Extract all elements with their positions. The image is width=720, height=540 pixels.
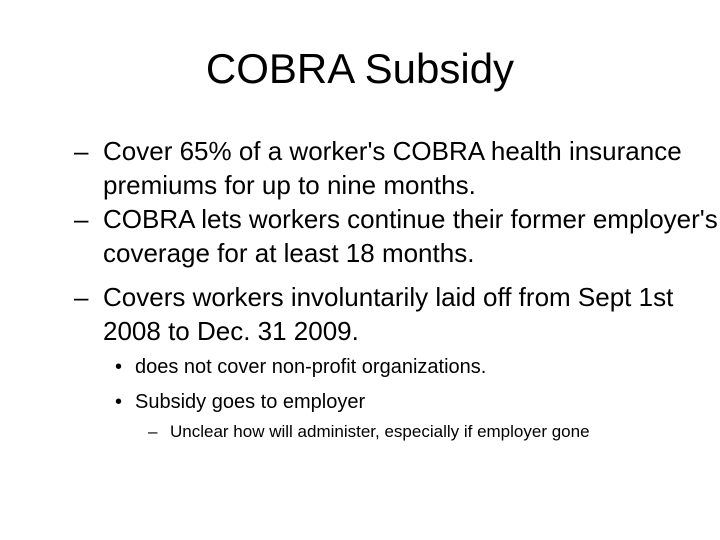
sub-bullet-text: does not cover non-profit organizations.: [135, 356, 487, 378]
bullet-item: [74, 202, 720, 270]
sub-sub-bullet-text: Unclear how will administer, especially if employer gone: [170, 422, 590, 441]
slide-title: COBRA Subsidy: [205, 45, 515, 92]
bullet-marker: •: [115, 356, 123, 378]
bullet-text: COBRA lets workers continue their former employer's coverage for at least 18 months.: [103, 204, 718, 268]
sub-bullet-item: [115, 389, 695, 415]
dash-marker: –: [74, 282, 89, 312]
bullet-item: [74, 134, 720, 202]
dash-marker: –: [148, 422, 158, 441]
bullet-text: Cover 65% of a worker's COBRA health insurance premiums for up to nine months.: [103, 136, 682, 200]
sub-sub-bullet-item: [148, 421, 708, 443]
bullet-item: [74, 280, 720, 348]
sub-bullet-item: [115, 354, 695, 380]
dash-marker: –: [74, 136, 89, 166]
bullet-text: Covers workers involuntarily laid off from Sept 1st 2008 to Dec. 31 2009.: [103, 282, 674, 346]
bullet-marker: •: [115, 391, 123, 413]
sub-bullet-text: Subsidy goes to employer: [135, 391, 366, 413]
dash-marker: –: [74, 204, 89, 234]
